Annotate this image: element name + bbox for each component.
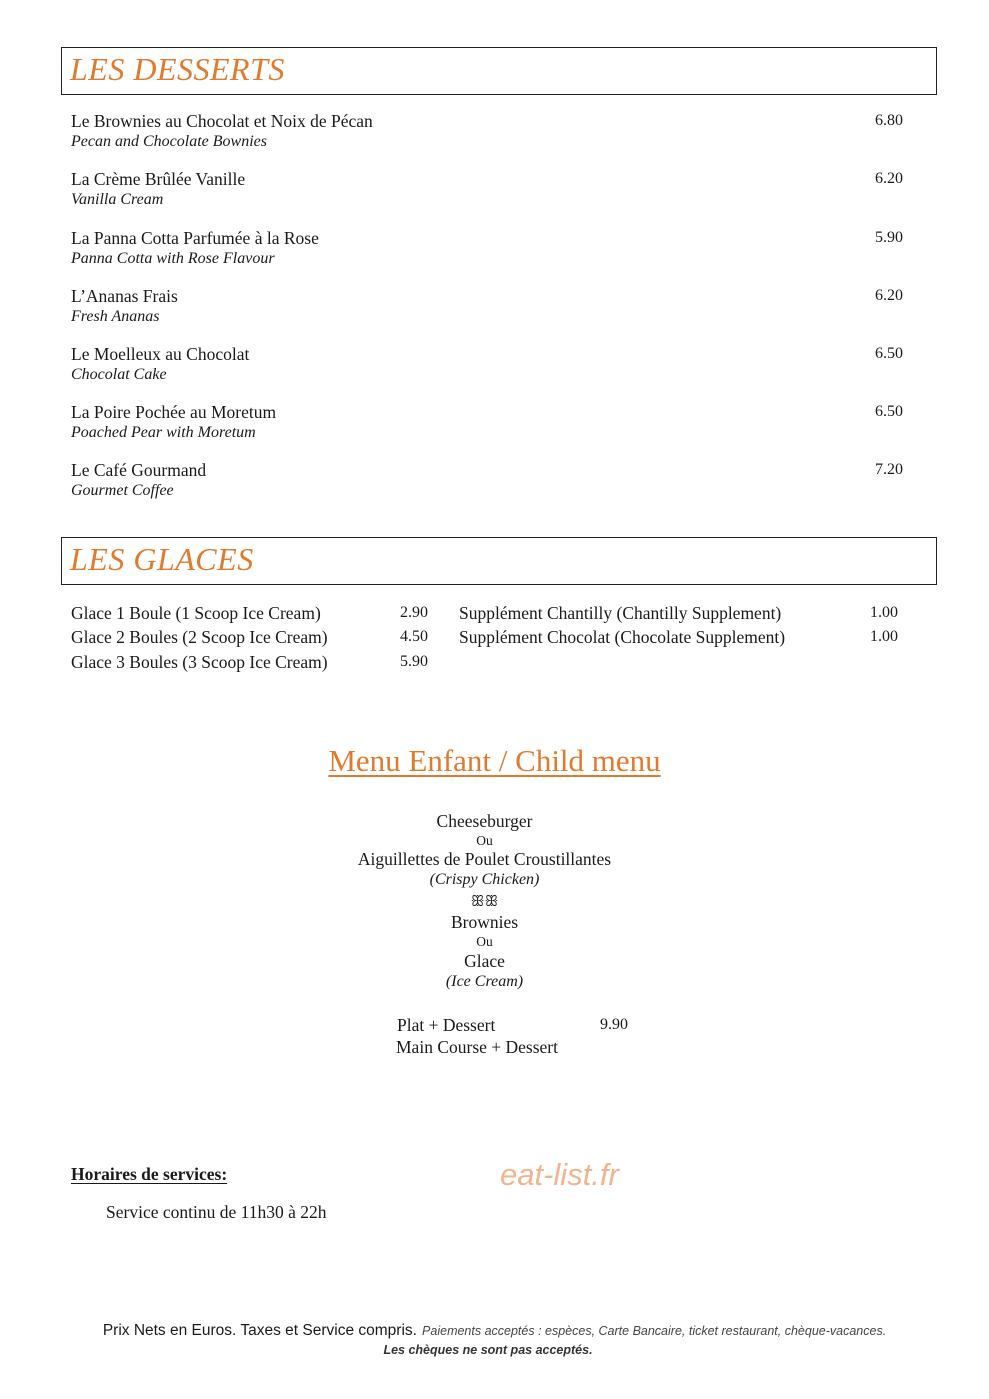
glace-item: [71, 652, 431, 676]
dessert-name-fr: La Crème Brûlée Vanille: [71, 169, 246, 189]
dessert-item: [71, 228, 903, 274]
glace-price: 5.90: [400, 653, 428, 670]
supplement-label: Supplément Chocolat (Chocolate Supplement): [459, 627, 786, 647]
footer-prices-note: Prix Nets en Euros. Taxes et Service compris.: [102, 1322, 417, 1339]
glace-label: Glace 2 Boules (2 Scoop Ice Cream): [71, 627, 328, 647]
dessert-name-fr: La Poire Pochée au Moretum: [71, 402, 277, 422]
dessert-item: [71, 402, 903, 448]
dessert-name-en: Fresh Ananas: [71, 308, 160, 325]
supplement-price: 1.00: [870, 628, 898, 645]
dessert-item: [71, 111, 903, 157]
child-menu-line-en: (Crispy Chicken): [429, 871, 540, 888]
glace-price: 2.90: [400, 604, 428, 621]
desserts-section-header: [61, 47, 937, 95]
dessert-name-fr: L’Ananas Frais: [71, 286, 178, 306]
watermark: eat-list.fr: [500, 1157, 619, 1192]
formula-price: 9.90: [600, 1016, 628, 1033]
glace-price: 4.50: [400, 628, 428, 645]
supplement-item: [459, 603, 904, 627]
glaces-section-header: [61, 537, 937, 585]
glace-item: [71, 603, 431, 627]
glace-item: [71, 627, 431, 651]
child-menu-title: Menu Enfant / Child menu: [328, 743, 661, 778]
child-menu-line: Brownies: [450, 912, 519, 932]
hours-text: Service continu de 11h30 à 22h: [106, 1202, 327, 1222]
dessert-name-en: Pecan and Chocolate Bownies: [71, 133, 267, 150]
dessert-price: 6.20: [875, 287, 903, 304]
dessert-name-fr: Le Café Gourmand: [71, 460, 207, 480]
child-menu-line: Aiguillettes de Poulet Croustillantes: [357, 849, 612, 869]
dessert-item: [71, 169, 903, 215]
footer: [0, 1320, 989, 1340]
dessert-item: [71, 460, 903, 506]
glace-label: Glace 3 Boules (3 Scoop Ice Cream): [71, 652, 328, 672]
dessert-price: 6.80: [875, 112, 903, 129]
dessert-price: 5.90: [875, 229, 903, 246]
dessert-name-en: Chocolat Cake: [71, 366, 167, 383]
dessert-name-fr: Le Brownies au Chocolat et Noix de Pécan: [71, 111, 373, 131]
supplement-price: 1.00: [870, 604, 898, 621]
formula-label-en: Main Course + Dessert: [396, 1037, 558, 1057]
formula-label: Plat + Dessert: [397, 1015, 496, 1035]
dessert-name-en: Panna Cotta with Rose Flavour: [71, 250, 275, 267]
footer-cheques-note: Les chèques ne sont pas acceptés.: [383, 1343, 593, 1357]
dessert-name-en: Gourmet Coffee: [71, 482, 174, 499]
child-menu-or: Ou: [476, 833, 493, 848]
dessert-name-fr: La Panna Cotta Parfumée à la Rose: [71, 228, 319, 248]
glaces-title: LES GLACES: [70, 541, 254, 577]
dessert-price: 6.50: [875, 345, 903, 362]
dessert-price: 6.20: [875, 170, 903, 187]
child-menu-line-en: (Ice Cream): [445, 973, 524, 990]
child-menu-ornament: ꕥꕥ: [470, 894, 499, 910]
dessert-item: [71, 286, 903, 332]
hours-title: Horaires de services:: [71, 1164, 228, 1184]
dessert-price: 6.50: [875, 403, 903, 420]
dessert-price: 7.20: [875, 461, 903, 478]
dessert-name-en: Vanilla Cream: [71, 191, 164, 208]
child-menu-line: Glace: [464, 951, 505, 971]
child-menu-line: Cheeseburger: [436, 811, 533, 831]
footer-payments-note: Paiements acceptés : espèces, Carte Bancaire, ticket restaurant, chèque-vacances.: [422, 1324, 887, 1338]
desserts-title: LES DESSERTS: [70, 51, 285, 87]
dessert-item: [71, 344, 903, 390]
supplement-label: Supplément Chantilly (Chantilly Supplement): [459, 603, 782, 623]
child-menu-or: Ou: [476, 934, 493, 949]
dessert-name-en: Poached Pear with Moretum: [71, 424, 256, 441]
supplement-item: [459, 627, 904, 651]
dessert-name-fr: Le Moelleux au Chocolat: [71, 344, 250, 364]
glace-label: Glace 1 Boule (1 Scoop Ice Cream): [71, 603, 321, 623]
